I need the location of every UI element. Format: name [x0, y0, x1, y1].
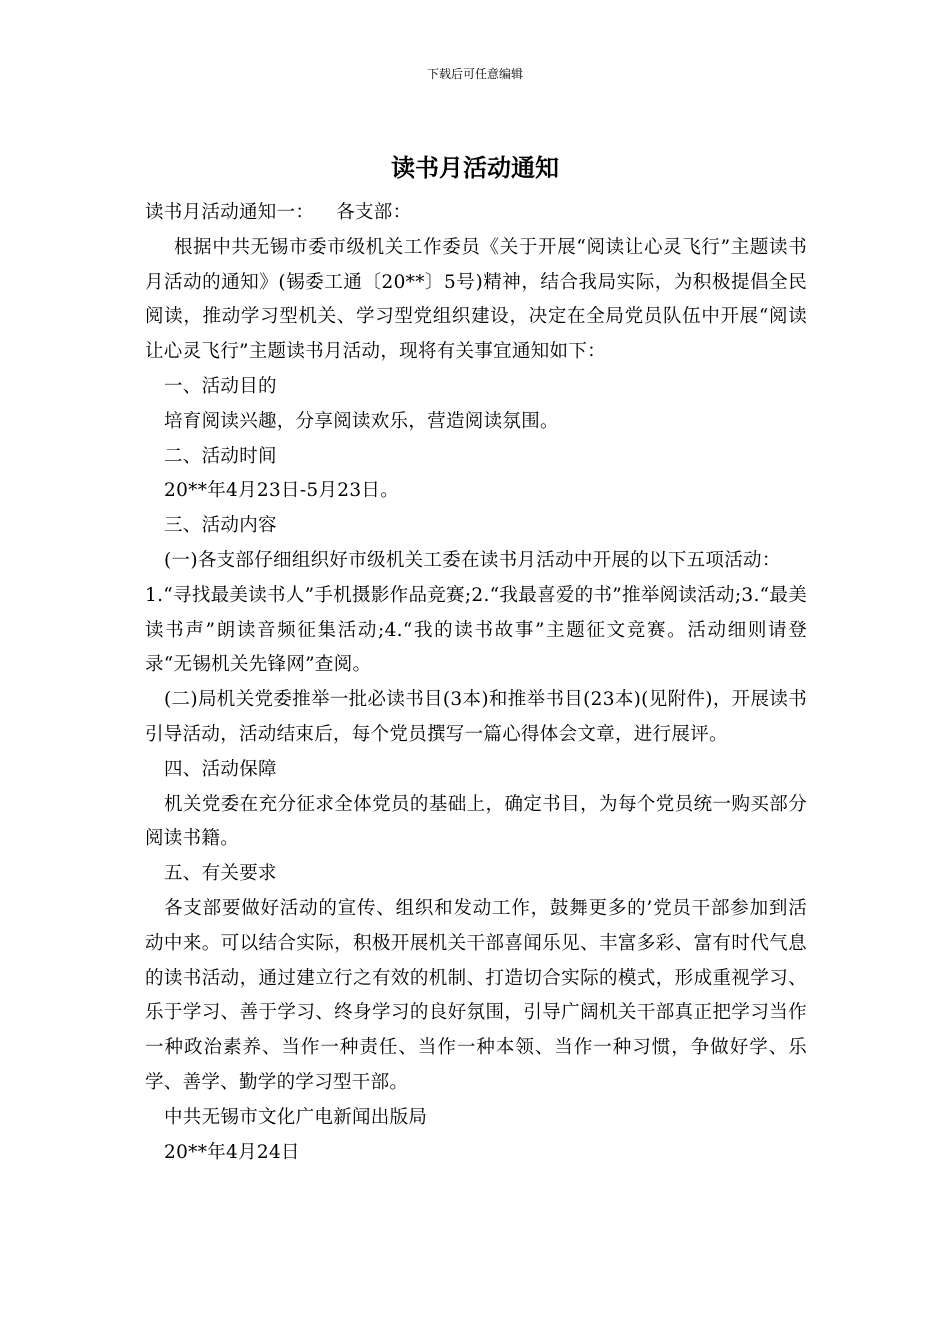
section-heading-1: 一、活动目的	[164, 375, 277, 397]
document-body	[145, 196, 807, 1170]
section-text-3a-lead: (一)各支部仔细组织好市级机关工委在读书月活动中开展的以下五项活动：	[164, 549, 781, 571]
document-title: 读书月活动通知	[391, 154, 559, 182]
signature-date: 20**年4月24日	[164, 1141, 300, 1163]
section-text-5: 各支部要做好活动的宣传、组织和发动工作，鼓舞更多的’党员干部参加到活动中来。可以结合实际，积极开展机关干部喜闻乐见、丰富多彩、富有时代气息的读书活动，通过建立行之有效的机制、打造切合实际的模式，形成重视学习、乐于学习、善于学习、终身学习的良好氛围，引导广阔机关干部真正把学习当作一种政治素养、当作一种责任、当作一种本领、当作一种习惯，争做好学、乐学、善学、勤学的学习型干部。	[145, 897, 807, 1093]
section-text-2: 20**年4月23日-5月23日。	[164, 480, 400, 502]
salutation-line	[145, 196, 807, 231]
section-text-3a-body: 1.“寻找最美读书人”手机摄影作品竞赛;2.“我最喜爱的书”推举阅读活动;3.“最美读书声”朗读音频征集活动;4.“我的读书故事”主题征文竞赛。活动细则请登录“无锡机关先锋网”查阅。	[145, 584, 807, 676]
salutation-prefix: 读书月活动通知一：	[145, 202, 315, 223]
section-text-3b: (二)局机关党委推举一批必读书目(3本)和推举书目(23本)(见附件)，开展读书引导活动，活动结束后，每个党员撰写一篇心得体会文章，进行展评。	[145, 689, 807, 745]
section-text-1: 培育阅读兴趣，分享阅读欢乐，营造阅读氛围。	[164, 410, 559, 432]
salutation-recipient: 各支部：	[336, 202, 412, 223]
section-heading-5: 五、有关要求	[164, 863, 277, 885]
intro-paragraph: 根据中共无锡市委市级机关工作委员《关于开展“阅读让心灵飞行”主题读书月活动的通知》(锡委工通〔20**〕5号)精神，结合我局实际，为积极提倡全民阅读，推动学习型机关、学习型党组织建设，决定在全局党员队伍中开展“阅读让心灵飞行”主题读书月活动，现将有关事宜通知如下：	[145, 236, 807, 363]
section-heading-3: 三、活动内容	[164, 515, 277, 537]
section-heading-2: 二、活动时间	[164, 445, 277, 467]
signature: 中共无锡市文化广电新闻出版局	[164, 1106, 428, 1128]
section-heading-4: 四、活动保障	[164, 758, 277, 780]
header-note: 下载后可任意编辑	[426, 67, 523, 81]
section-text-4: 机关党委在充分征求全体党员的基础上，确定书目，为每个党员统一购买部分阅读书籍。	[145, 793, 807, 850]
